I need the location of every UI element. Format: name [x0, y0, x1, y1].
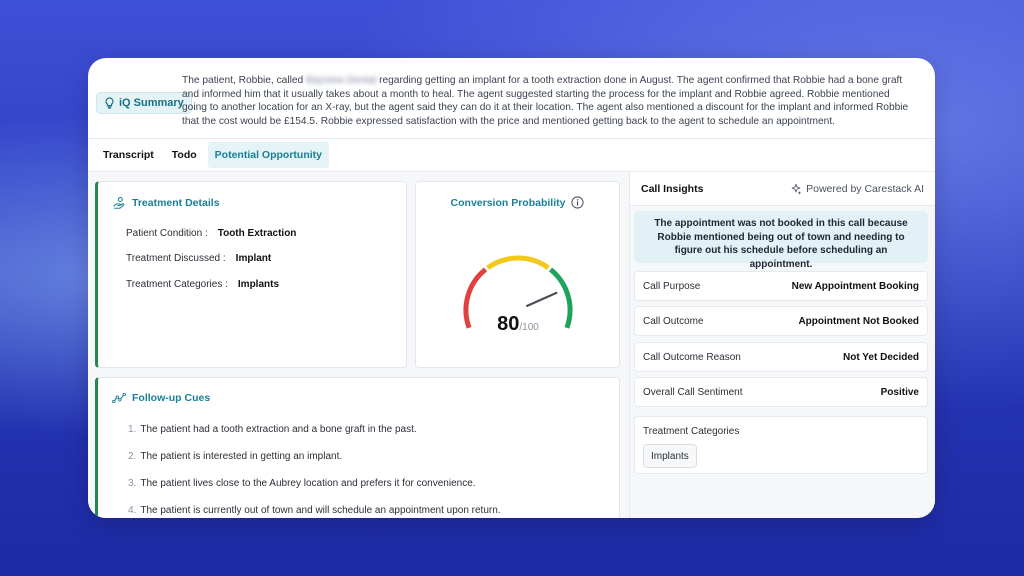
- gauge-max-label: /100: [519, 322, 539, 333]
- detail-label: Treatment Categories :: [126, 279, 228, 290]
- treatment-details-panel: [95, 181, 407, 368]
- ai-sparkle-icon: [790, 183, 802, 195]
- detail-patient-condition: [126, 228, 296, 239]
- iq-summary-label: iQ Summary: [119, 97, 184, 109]
- treatment-details-header: [112, 196, 220, 210]
- gauge-arc-mid: [488, 258, 549, 268]
- detail-label: Patient Condition :: [126, 228, 208, 239]
- insight-key: Call Outcome: [643, 315, 704, 327]
- iq-summary-badge: [96, 92, 192, 114]
- follow-up-number: 2.: [128, 451, 137, 462]
- insight-row-call-outcome: [634, 306, 928, 336]
- detail-value: Implants: [237, 279, 280, 290]
- conversion-probability-panel: [415, 181, 620, 368]
- summary-text-end: regarding getting an implant for a tooth extraction done in August. The agent confirmed that Robbie had a bone graft and informed him that it usually takes about a month to heal. The agent suggested starting the process for the implant and Robbie agreed. Robbie mentioned going to another location for an X-ray, but the agent said they can do it at their location. The agent also mentioned a discount for the implant and informed Robbie that the cost would be £154.5. Robbie expressed satisfaction with the price and mentioned getting back to the agent to schedule an appointment.: [182, 75, 909, 127]
- insight-value: Positive: [880, 386, 919, 398]
- gauge-arc-high: [551, 269, 571, 327]
- redacted-name: Bayview Dental: [306, 75, 377, 86]
- hand-care-icon: [112, 196, 126, 210]
- conversion-probability-header: [416, 196, 619, 209]
- iq-summary-section: [88, 58, 935, 139]
- follow-up-item: [128, 424, 417, 435]
- conversion-gauge: [416, 222, 621, 352]
- detail-value: Implant: [235, 253, 272, 264]
- tab-todo[interactable]: Todo: [171, 149, 197, 161]
- summary-text-start: The patient, Robbie, called: [182, 75, 307, 86]
- insight-key: Overall Call Sentiment: [643, 386, 743, 398]
- insight-row-call-purpose: [634, 271, 928, 301]
- follow-up-text: The patient is currently out of town and will schedule an appointment upon return.: [140, 505, 501, 516]
- insight-note: The appointment was not booked in this call because Robbie mentioned being out of town and needing to figure out his schedule before scheduling an appointment.: [634, 211, 928, 263]
- treatment-details-title: Treatment Details: [132, 197, 220, 209]
- powered-by: [790, 183, 924, 195]
- follow-up-cues-panel: [95, 377, 620, 518]
- detail-value: Tooth Extraction: [217, 228, 297, 239]
- follow-up-number: 3.: [128, 478, 137, 489]
- follow-up-text: The patient is interested in getting an implant.: [140, 451, 343, 462]
- info-icon[interactable]: [571, 196, 584, 209]
- call-insights-title: Call Insights: [641, 183, 704, 195]
- follow-up-text: The patient had a tooth extraction and a bone graft in the past.: [140, 424, 417, 435]
- call-insights-panel: [629, 172, 935, 518]
- insight-row-sentiment: [634, 377, 928, 407]
- summary-text: [182, 74, 912, 128]
- detail-treatment-categories: [126, 279, 279, 290]
- follow-up-cues-header: [112, 391, 210, 405]
- gauge-readout: [497, 313, 539, 335]
- insight-value: Not Yet Decided: [843, 351, 919, 363]
- follow-up-text: The patient lives close to the Aubrey location and prefers it for convenience.: [140, 478, 476, 489]
- powered-by-label: Powered by Carestack AI: [806, 183, 924, 195]
- insight-key: Call Outcome Reason: [643, 351, 741, 363]
- trend-nodes-icon: [112, 391, 126, 405]
- insight-value: New Appointment Booking: [791, 280, 919, 292]
- tab-potential-opportunity[interactable]: Potential Opportunity: [208, 142, 329, 168]
- follow-up-number: 4.: [128, 505, 137, 516]
- follow-up-cues-title: Follow-up Cues: [132, 392, 211, 404]
- category-chip: Implants: [643, 444, 697, 468]
- follow-up-number: 1.: [128, 424, 137, 435]
- insight-value: Appointment Not Booked: [798, 315, 919, 327]
- call-analysis-card: [88, 58, 935, 518]
- treatment-categories-label: Treatment Categories: [643, 426, 740, 437]
- treatment-categories-box: [634, 416, 928, 474]
- tab-bar: [96, 142, 329, 168]
- gauge-arc-low: [466, 269, 486, 327]
- follow-up-item: [128, 451, 342, 462]
- gauge-needle: [527, 293, 556, 306]
- detail-treatment-discussed: [126, 253, 271, 264]
- conversion-probability-title: Conversion Probability: [450, 196, 566, 209]
- gauge-value: 80: [497, 313, 520, 335]
- detail-label: Treatment Discussed :: [126, 253, 226, 264]
- call-insights-header: [630, 172, 935, 206]
- insight-key: Call Purpose: [643, 280, 701, 292]
- insight-row-call-outcome-reason: [634, 342, 928, 372]
- follow-up-item: [128, 478, 476, 489]
- lightbulb-icon: [104, 97, 115, 109]
- follow-up-item: [128, 505, 501, 516]
- tab-transcript[interactable]: Transcript: [103, 149, 154, 161]
